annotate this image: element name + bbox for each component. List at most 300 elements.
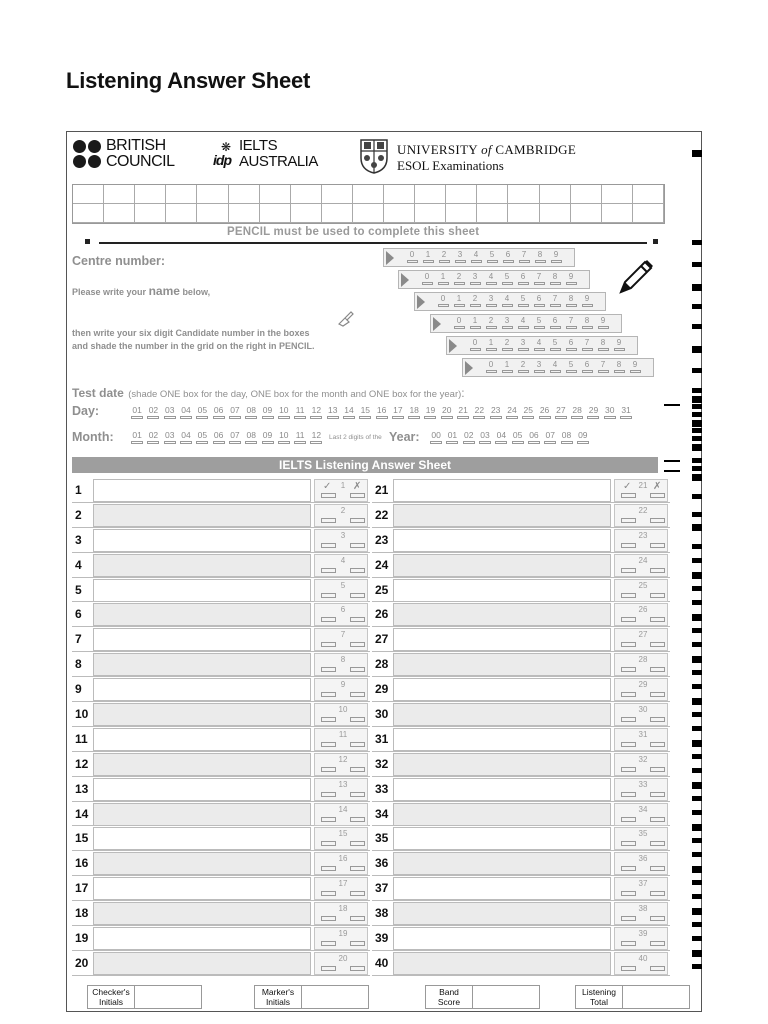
- name-letter-box[interactable]: [291, 204, 322, 223]
- day-option[interactable]: [210, 406, 226, 419]
- correct-bubble[interactable]: [621, 642, 636, 647]
- incorrect-bubble[interactable]: [650, 792, 665, 797]
- incorrect-bubble[interactable]: [350, 593, 365, 598]
- name-letter-box[interactable]: [477, 204, 508, 223]
- incorrect-bubble[interactable]: [650, 767, 665, 772]
- digit-bubble[interactable]: [518, 370, 529, 373]
- date-bubble[interactable]: [196, 441, 208, 444]
- name-letter-box[interactable]: [166, 204, 197, 223]
- digit-bubble[interactable]: [550, 326, 561, 329]
- candidate-digit[interactable]: [500, 250, 516, 263]
- correct-bubble[interactable]: [621, 617, 636, 622]
- correct-bubble[interactable]: [621, 543, 636, 548]
- name-letter-box[interactable]: [508, 185, 539, 204]
- correct-bubble[interactable]: [321, 866, 336, 871]
- candidate-digit[interactable]: [531, 272, 547, 285]
- candidate-digit[interactable]: [516, 250, 532, 263]
- correct-bubble[interactable]: [621, 841, 636, 846]
- incorrect-bubble[interactable]: [350, 966, 365, 971]
- day-option[interactable]: [536, 406, 552, 419]
- answer-field[interactable]: [393, 479, 611, 502]
- correct-bubble[interactable]: [321, 966, 336, 971]
- candidate-digit[interactable]: [420, 250, 436, 263]
- candidate-name-grid[interactable]: [72, 184, 665, 224]
- digit-bubble[interactable]: [534, 348, 545, 351]
- digit-bubble[interactable]: [455, 260, 466, 263]
- answer-field[interactable]: [93, 778, 311, 801]
- date-bubble[interactable]: [310, 441, 322, 444]
- correct-bubble[interactable]: [621, 817, 636, 822]
- correct-bubble[interactable]: [321, 518, 336, 523]
- answer-field[interactable]: [93, 852, 311, 875]
- day-option[interactable]: [194, 406, 210, 419]
- date-bubble[interactable]: [544, 441, 556, 444]
- answer-field[interactable]: [93, 753, 311, 776]
- day-option[interactable]: [325, 406, 341, 419]
- date-bubble[interactable]: [245, 441, 257, 444]
- answer-field[interactable]: [393, 628, 611, 651]
- date-bubble[interactable]: [229, 416, 241, 419]
- date-bubble[interactable]: [376, 416, 388, 419]
- day-option[interactable]: [308, 406, 324, 419]
- date-bubble[interactable]: [555, 416, 567, 419]
- digit-bubble[interactable]: [535, 260, 546, 263]
- date-bubble[interactable]: [262, 441, 274, 444]
- name-letter-box[interactable]: [415, 185, 446, 204]
- name-letter-box[interactable]: [166, 185, 197, 204]
- candidate-digit-row[interactable]: [383, 248, 575, 267]
- date-bubble[interactable]: [147, 416, 159, 419]
- date-bubble[interactable]: [587, 416, 599, 419]
- incorrect-bubble[interactable]: [650, 966, 665, 971]
- date-bubble[interactable]: [262, 416, 274, 419]
- name-letter-box[interactable]: [633, 185, 664, 204]
- digit-bubble[interactable]: [598, 370, 609, 373]
- digit-bubble[interactable]: [502, 304, 513, 307]
- name-letter-box[interactable]: [260, 204, 291, 223]
- answer-field[interactable]: [93, 678, 311, 701]
- answer-field[interactable]: [93, 703, 311, 726]
- candidate-digit[interactable]: [611, 338, 627, 351]
- digit-bubble[interactable]: [470, 282, 481, 285]
- correct-bubble[interactable]: [621, 916, 636, 921]
- day-option[interactable]: [357, 406, 373, 419]
- candidate-digit[interactable]: [484, 250, 500, 263]
- date-bubble[interactable]: [131, 416, 143, 419]
- day-option[interactable]: [585, 406, 601, 419]
- candidate-digit[interactable]: [515, 360, 531, 373]
- date-bubble[interactable]: [506, 416, 518, 419]
- answer-field[interactable]: [93, 653, 311, 676]
- candidate-digit[interactable]: [499, 294, 515, 307]
- date-bubble[interactable]: [561, 441, 573, 444]
- date-bubble[interactable]: [213, 441, 225, 444]
- date-bubble[interactable]: [473, 416, 485, 419]
- candidate-digit[interactable]: [483, 316, 499, 329]
- year-option[interactable]: [493, 431, 509, 444]
- digit-bubble[interactable]: [486, 326, 497, 329]
- candidate-digit[interactable]: [547, 360, 563, 373]
- month-selector[interactable]: [129, 431, 325, 444]
- date-bubble[interactable]: [424, 416, 436, 419]
- digit-bubble[interactable]: [486, 304, 497, 307]
- digit-bubble[interactable]: [502, 370, 513, 373]
- candidate-digit-row[interactable]: [398, 270, 590, 289]
- correct-bubble[interactable]: [321, 792, 336, 797]
- digit-bubble[interactable]: [598, 326, 609, 329]
- incorrect-bubble[interactable]: [350, 941, 365, 946]
- correct-bubble[interactable]: [321, 841, 336, 846]
- day-option[interactable]: [129, 406, 145, 419]
- candidate-digit[interactable]: [579, 316, 595, 329]
- name-letter-box[interactable]: [540, 185, 571, 204]
- day-option[interactable]: [520, 406, 536, 419]
- month-option[interactable]: [210, 431, 226, 444]
- year-option[interactable]: [428, 431, 444, 444]
- digit-bubble[interactable]: [582, 370, 593, 373]
- correct-bubble[interactable]: [621, 593, 636, 598]
- digit-bubble[interactable]: [550, 348, 561, 351]
- candidate-digit[interactable]: [467, 272, 483, 285]
- correct-bubble[interactable]: [621, 966, 636, 971]
- digit-bubble[interactable]: [502, 326, 513, 329]
- answer-field[interactable]: [93, 803, 311, 826]
- name-letter-box[interactable]: [353, 185, 384, 204]
- date-bubble[interactable]: [512, 441, 524, 444]
- correct-bubble[interactable]: [321, 891, 336, 896]
- candidate-digit[interactable]: [531, 316, 547, 329]
- date-bubble[interactable]: [343, 416, 355, 419]
- correct-bubble[interactable]: [321, 617, 336, 622]
- date-bubble[interactable]: [278, 416, 290, 419]
- date-bubble[interactable]: [463, 441, 475, 444]
- date-bubble[interactable]: [441, 416, 453, 419]
- year-option[interactable]: [575, 431, 591, 444]
- digit-bubble[interactable]: [518, 304, 529, 307]
- month-option[interactable]: [227, 431, 243, 444]
- correct-bubble[interactable]: [621, 941, 636, 946]
- date-bubble[interactable]: [522, 416, 534, 419]
- day-option[interactable]: [439, 406, 455, 419]
- digit-bubble[interactable]: [486, 370, 497, 373]
- digit-bubble[interactable]: [519, 260, 530, 263]
- year-option[interactable]: [444, 431, 460, 444]
- incorrect-bubble[interactable]: [650, 692, 665, 697]
- candidate-digit[interactable]: [483, 338, 499, 351]
- date-bubble[interactable]: [446, 441, 458, 444]
- digit-bubble[interactable]: [470, 304, 481, 307]
- digit-bubble[interactable]: [566, 348, 577, 351]
- digit-bubble[interactable]: [438, 304, 449, 307]
- digit-bubble[interactable]: [550, 282, 561, 285]
- date-bubble[interactable]: [408, 416, 420, 419]
- name-letter-box[interactable]: [73, 185, 104, 204]
- correct-bubble[interactable]: [621, 866, 636, 871]
- day-option[interactable]: [553, 406, 569, 419]
- incorrect-bubble[interactable]: [350, 642, 365, 647]
- answer-field[interactable]: [393, 728, 611, 751]
- month-option[interactable]: [162, 431, 178, 444]
- digit-bubble[interactable]: [486, 282, 497, 285]
- name-letter-box[interactable]: [260, 185, 291, 204]
- answer-field[interactable]: [93, 579, 311, 602]
- incorrect-bubble[interactable]: [350, 692, 365, 697]
- candidate-digit[interactable]: [451, 294, 467, 307]
- name-letter-box[interactable]: [540, 204, 571, 223]
- correct-bubble[interactable]: [321, 692, 336, 697]
- candidate-digit[interactable]: [404, 250, 420, 263]
- digit-bubble[interactable]: [454, 282, 465, 285]
- candidate-digit[interactable]: [419, 272, 435, 285]
- date-bubble[interactable]: [180, 441, 192, 444]
- name-letter-box[interactable]: [104, 204, 135, 223]
- answer-field[interactable]: [93, 628, 311, 651]
- year-option[interactable]: [477, 431, 493, 444]
- incorrect-bubble[interactable]: [650, 518, 665, 523]
- answer-field[interactable]: [393, 653, 611, 676]
- name-letter-box[interactable]: [446, 185, 477, 204]
- candidate-digit[interactable]: [547, 316, 563, 329]
- answer-field[interactable]: [393, 827, 611, 850]
- digit-bubble[interactable]: [503, 260, 514, 263]
- correct-bubble[interactable]: [621, 891, 636, 896]
- day-option[interactable]: [243, 406, 259, 419]
- date-bubble[interactable]: [196, 416, 208, 419]
- answer-field[interactable]: [393, 852, 611, 875]
- candidate-digit[interactable]: [563, 272, 579, 285]
- date-bubble[interactable]: [245, 416, 257, 419]
- day-option[interactable]: [259, 406, 275, 419]
- candidate-digit[interactable]: [515, 316, 531, 329]
- incorrect-bubble[interactable]: [350, 568, 365, 573]
- correct-bubble[interactable]: [321, 941, 336, 946]
- digit-bubble[interactable]: [534, 326, 545, 329]
- digit-bubble[interactable]: [614, 370, 625, 373]
- correct-bubble[interactable]: [621, 667, 636, 672]
- date-bubble[interactable]: [490, 416, 502, 419]
- correct-bubble[interactable]: [621, 717, 636, 722]
- month-option[interactable]: [308, 431, 324, 444]
- correct-bubble[interactable]: [621, 792, 636, 797]
- digit-bubble[interactable]: [582, 326, 593, 329]
- name-letter-box[interactable]: [291, 185, 322, 204]
- name-letter-box[interactable]: [477, 185, 508, 204]
- day-option[interactable]: [569, 406, 585, 419]
- answer-field[interactable]: [93, 827, 311, 850]
- correct-bubble[interactable]: [321, 767, 336, 772]
- name-letter-box[interactable]: [415, 204, 446, 223]
- incorrect-bubble[interactable]: [350, 543, 365, 548]
- digit-bubble[interactable]: [407, 260, 418, 263]
- correct-bubble[interactable]: [621, 742, 636, 747]
- date-bubble[interactable]: [164, 416, 176, 419]
- digit-bubble[interactable]: [566, 370, 577, 373]
- incorrect-bubble[interactable]: [650, 642, 665, 647]
- answer-field[interactable]: [393, 803, 611, 826]
- day-option[interactable]: [341, 406, 357, 419]
- day-option[interactable]: [373, 406, 389, 419]
- name-letter-box[interactable]: [384, 204, 415, 223]
- digit-bubble[interactable]: [550, 370, 561, 373]
- candidate-digit[interactable]: [548, 250, 564, 263]
- correct-bubble[interactable]: [321, 717, 336, 722]
- name-letter-box[interactable]: [135, 185, 166, 204]
- day-option[interactable]: [455, 406, 471, 419]
- incorrect-bubble[interactable]: [650, 617, 665, 622]
- answer-field[interactable]: [93, 504, 311, 527]
- digit-bubble[interactable]: [550, 304, 561, 307]
- month-option[interactable]: [259, 431, 275, 444]
- name-letter-box[interactable]: [73, 204, 104, 223]
- answer-field[interactable]: [393, 579, 611, 602]
- digit-bubble[interactable]: [454, 304, 465, 307]
- date-bubble[interactable]: [430, 441, 442, 444]
- candidate-digit[interactable]: [563, 316, 579, 329]
- day-option[interactable]: [162, 406, 178, 419]
- digit-bubble[interactable]: [614, 348, 625, 351]
- incorrect-bubble[interactable]: [350, 667, 365, 672]
- day-option[interactable]: [471, 406, 487, 419]
- footer-input-field[interactable]: [135, 986, 201, 1008]
- answer-field[interactable]: [393, 927, 611, 950]
- candidate-digit[interactable]: [515, 338, 531, 351]
- answer-field[interactable]: [93, 877, 311, 900]
- day-option[interactable]: [602, 406, 618, 419]
- digit-bubble[interactable]: [566, 282, 577, 285]
- candidate-digit[interactable]: [515, 272, 531, 285]
- year-option[interactable]: [526, 431, 542, 444]
- name-letter-box[interactable]: [571, 204, 602, 223]
- candidate-digit[interactable]: [563, 294, 579, 307]
- candidate-digit[interactable]: [532, 250, 548, 263]
- month-option[interactable]: [243, 431, 259, 444]
- candidate-digit[interactable]: [435, 294, 451, 307]
- answer-field[interactable]: [93, 728, 311, 751]
- name-letter-box[interactable]: [322, 204, 353, 223]
- digit-bubble[interactable]: [486, 348, 497, 351]
- month-option[interactable]: [129, 431, 145, 444]
- candidate-digit-row[interactable]: [414, 292, 606, 311]
- candidate-digit[interactable]: [483, 272, 499, 285]
- digit-bubble[interactable]: [566, 326, 577, 329]
- footer-input-field[interactable]: [302, 986, 368, 1008]
- date-bubble[interactable]: [147, 441, 159, 444]
- candidate-digit[interactable]: [515, 294, 531, 307]
- candidate-digit[interactable]: [595, 316, 611, 329]
- date-bubble[interactable]: [577, 441, 589, 444]
- candidate-digit[interactable]: [563, 360, 579, 373]
- answer-field[interactable]: [393, 902, 611, 925]
- incorrect-bubble[interactable]: [650, 717, 665, 722]
- date-bubble[interactable]: [229, 441, 241, 444]
- digit-bubble[interactable]: [518, 326, 529, 329]
- incorrect-bubble[interactable]: [650, 543, 665, 548]
- incorrect-bubble[interactable]: [650, 493, 665, 498]
- day-option[interactable]: [618, 406, 634, 419]
- name-letter-box[interactable]: [104, 185, 135, 204]
- digit-bubble[interactable]: [582, 348, 593, 351]
- incorrect-bubble[interactable]: [350, 916, 365, 921]
- correct-bubble[interactable]: [321, 642, 336, 647]
- candidate-digit[interactable]: [531, 294, 547, 307]
- answer-field[interactable]: [393, 554, 611, 577]
- candidate-digit[interactable]: [467, 316, 483, 329]
- digit-bubble[interactable]: [518, 282, 529, 285]
- candidate-digit[interactable]: [499, 272, 515, 285]
- date-bubble[interactable]: [392, 416, 404, 419]
- incorrect-bubble[interactable]: [350, 841, 365, 846]
- digit-bubble[interactable]: [454, 326, 465, 329]
- candidate-digit[interactable]: [436, 250, 452, 263]
- answer-field[interactable]: [393, 952, 611, 975]
- digit-bubble[interactable]: [582, 304, 593, 307]
- name-letter-box[interactable]: [135, 204, 166, 223]
- day-option[interactable]: [178, 406, 194, 419]
- candidate-digit[interactable]: [579, 360, 595, 373]
- answer-field[interactable]: [393, 529, 611, 552]
- correct-bubble[interactable]: [321, 742, 336, 747]
- month-option[interactable]: [292, 431, 308, 444]
- incorrect-bubble[interactable]: [650, 916, 665, 921]
- correct-bubble[interactable]: [321, 568, 336, 573]
- candidate-digit[interactable]: [531, 338, 547, 351]
- name-letter-box[interactable]: [384, 185, 415, 204]
- incorrect-bubble[interactable]: [350, 792, 365, 797]
- month-option[interactable]: [178, 431, 194, 444]
- name-letter-box[interactable]: [322, 185, 353, 204]
- day-option[interactable]: [504, 406, 520, 419]
- candidate-digit[interactable]: [595, 338, 611, 351]
- incorrect-bubble[interactable]: [350, 742, 365, 747]
- answer-field[interactable]: [93, 902, 311, 925]
- correct-bubble[interactable]: [321, 543, 336, 548]
- footer-input-field[interactable]: [623, 986, 689, 1008]
- year-option[interactable]: [558, 431, 574, 444]
- date-bubble[interactable]: [528, 441, 540, 444]
- name-letter-box[interactable]: [197, 185, 228, 204]
- month-option[interactable]: [276, 431, 292, 444]
- incorrect-bubble[interactable]: [350, 717, 365, 722]
- date-bubble[interactable]: [213, 416, 225, 419]
- correct-bubble[interactable]: [621, 692, 636, 697]
- name-letter-box[interactable]: [446, 204, 477, 223]
- digit-bubble[interactable]: [598, 348, 609, 351]
- date-bubble[interactable]: [571, 416, 583, 419]
- incorrect-bubble[interactable]: [650, 866, 665, 871]
- correct-bubble[interactable]: [321, 817, 336, 822]
- name-letter-box[interactable]: [197, 204, 228, 223]
- date-bubble[interactable]: [294, 441, 306, 444]
- digit-bubble[interactable]: [502, 282, 513, 285]
- digit-bubble[interactable]: [470, 348, 481, 351]
- correct-bubble[interactable]: [621, 518, 636, 523]
- answer-field[interactable]: [393, 603, 611, 626]
- candidate-digit[interactable]: [467, 338, 483, 351]
- incorrect-bubble[interactable]: [350, 817, 365, 822]
- incorrect-bubble[interactable]: [650, 667, 665, 672]
- correct-bubble[interactable]: [321, 493, 336, 498]
- date-bubble[interactable]: [180, 416, 192, 419]
- answer-field[interactable]: [393, 678, 611, 701]
- correct-bubble[interactable]: [321, 916, 336, 921]
- digit-bubble[interactable]: [502, 348, 513, 351]
- correct-bubble[interactable]: [621, 568, 636, 573]
- answer-field[interactable]: [393, 778, 611, 801]
- year-selector[interactable]: [428, 431, 591, 444]
- candidate-digit[interactable]: [547, 294, 563, 307]
- month-option[interactable]: [145, 431, 161, 444]
- year-option[interactable]: [542, 431, 558, 444]
